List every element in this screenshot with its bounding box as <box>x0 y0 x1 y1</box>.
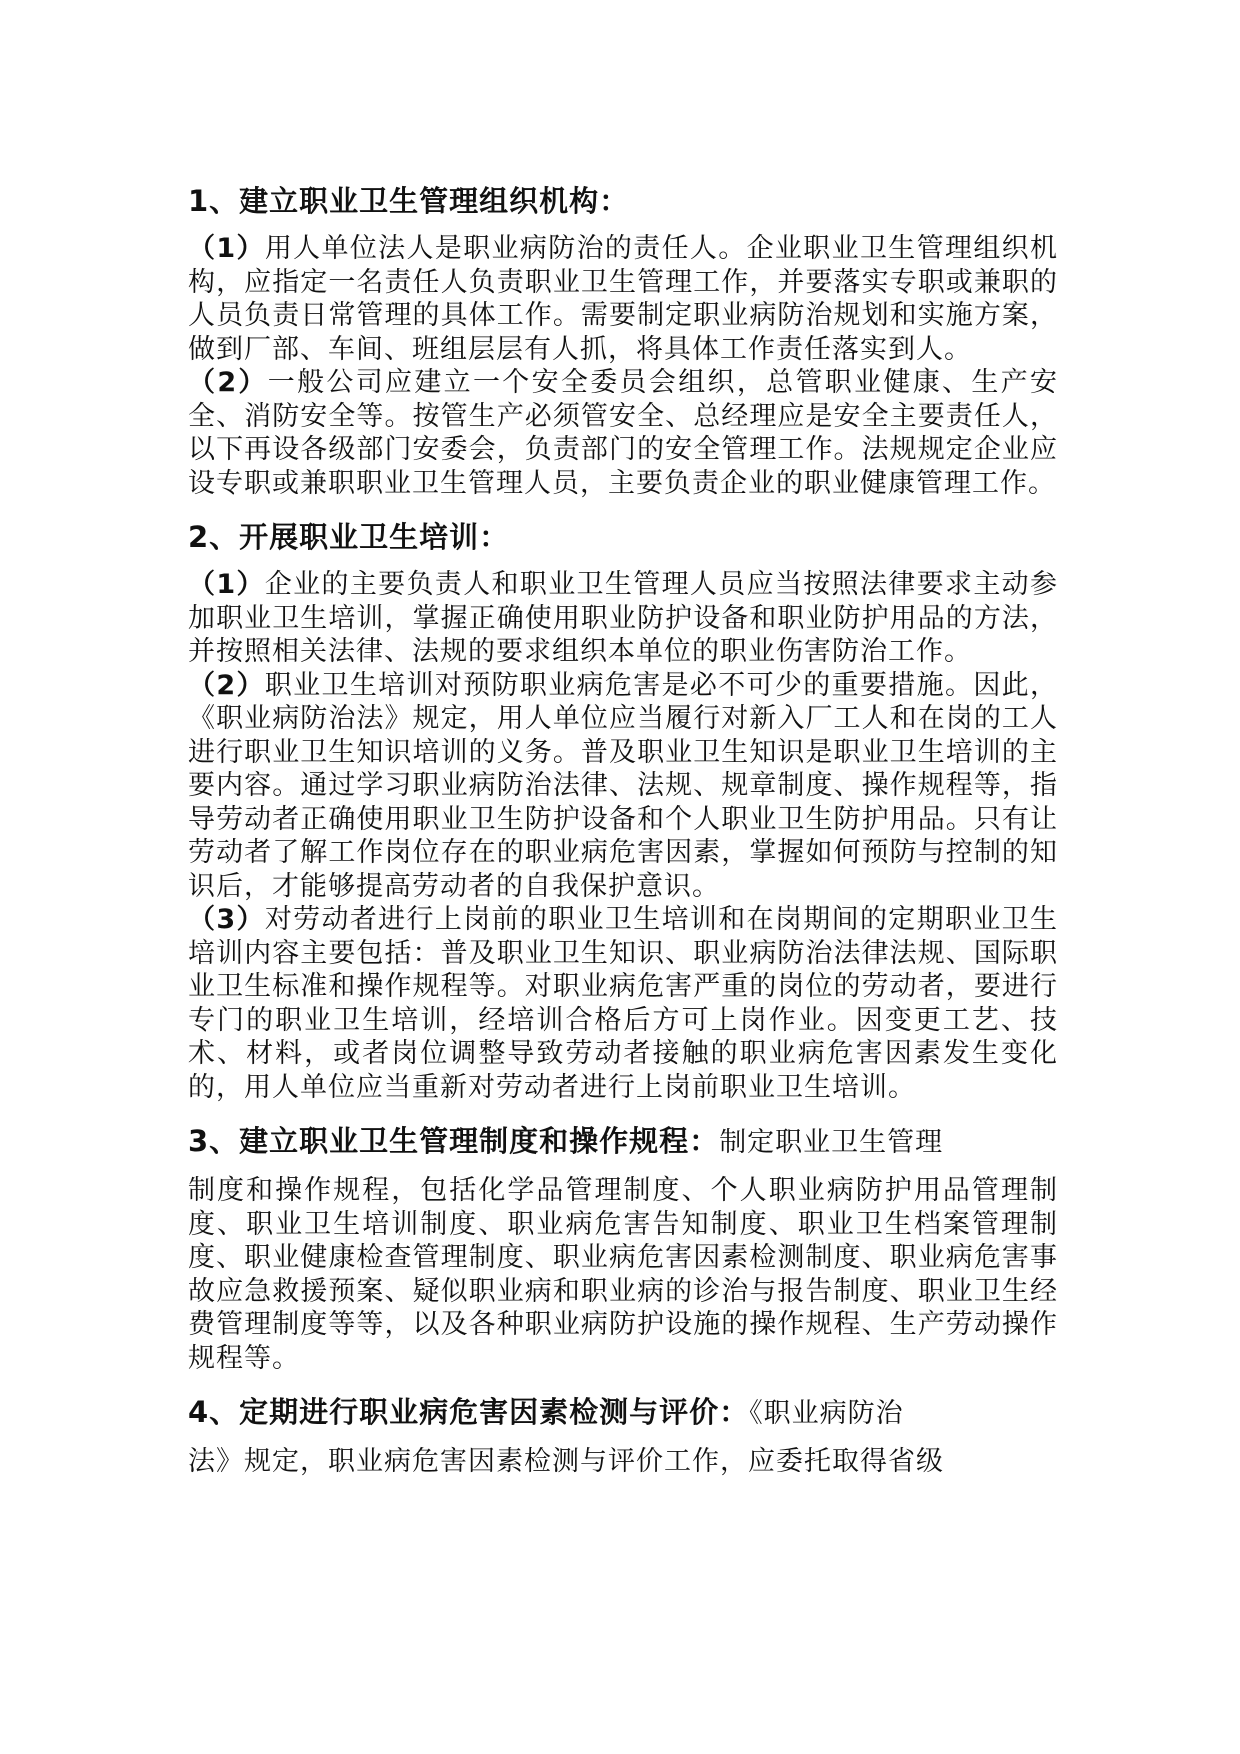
heading-text: 1、建立职业卫生管理组织机构： <box>188 184 630 218</box>
paragraph <box>188 1445 1058 1479</box>
section-heading <box>188 516 1058 558</box>
heading-text: 2、开展职业卫生培训： <box>188 520 510 554</box>
paragraph <box>188 232 1058 366</box>
section-heading <box>188 180 1058 222</box>
paragraph-text: 对劳动者进行上岗前的职业卫生培训和在岗期间的定期职业卫生培训内容主要包括：普及职业卫生知识、职业病防治法律法规、国际职业卫生标准和操作规程等。对职业病危害严重的岗位的劳动者，要进行专门的职业卫生培训，经培训合格后方可上岗作业。因变更工艺、技术、材料，或者岗位调整导致劳动者接触的职业病危害因素发生变化的，用人单位应当重新对劳动者进行上岗前职业卫生培训。 <box>188 904 1058 1103</box>
heading-text: 3、建立职业卫生管理制度和操作规程： <box>188 1124 720 1158</box>
paragraph-number: （1） <box>188 569 265 600</box>
section-heading <box>188 1391 1058 1435</box>
paragraph-text: 用人单位法人是职业病防治的责任人。企业职业卫生管理组织机构，应指定一名责任人负责职业卫生管理工作，并要落实专职或兼职的人员负责日常管理的具体工作。需要制定职业病防治规划和实施方案，做到厂部、车间、班组层层有人抓，将具体工作责任落实到人。 <box>188 233 1058 365</box>
heading-text: 4、定期进行职业病危害因素检测与评价： <box>188 1395 750 1429</box>
section-2 <box>188 516 1058 1104</box>
paragraph-number: （3） <box>188 904 265 935</box>
paragraph <box>188 568 1058 669</box>
heading-inline-text: 《职业病防治 <box>749 1398 904 1429</box>
paragraph-text: 职业卫生培训对预防职业病危害是必不可少的重要措施。因此，《职业病防治法》规定，用人单位应当履行对新入厂工人和在岗的工人进行职业卫生知识培训的义务。普及职业卫生知识是职业卫生培训的主要内容。通过学习职业病防治法律、法规、规章制度、操作规程等，指导劳动者正确使用职业卫生防护设备和个人职业卫生防护用品。只有让劳动者了解工作岗位存在的职业病危害因素，掌握如何预防与控制的知识后，才能够提高劳动者的自我保护意识。 <box>188 669 1058 902</box>
paragraph-text: 一般公司应建立一个安全委员会组织，总管职业健康、生产安全、消防安全等。按管生产必须管安全、总经理应是安全主要责任人，以下再设各级部门安委会，负责部门的安全管理工作。法规规定企业应设专职或兼职职业卫生管理人员，主要负责企业的职业健康管理工作。 <box>188 367 1058 499</box>
paragraph-number: （2） <box>188 669 265 701</box>
paragraph <box>188 1174 1058 1375</box>
paragraph <box>188 903 1058 1104</box>
paragraph-text: 企业的主要负责人和职业卫生管理人员应当按照法律要求主动参加职业卫生培训，掌握正确使用职业防护设备和职业防护用品的方法，并按照相关法律、法规的要求组织本单位的职业伤害防治工作。 <box>188 569 1058 667</box>
document-page <box>188 180 1058 1495</box>
paragraph-number: （1） <box>188 233 265 264</box>
paragraph-number: （2） <box>188 367 268 398</box>
section-4 <box>188 1391 1058 1479</box>
paragraph <box>188 366 1058 500</box>
section-heading <box>188 1120 1058 1164</box>
section-1 <box>188 180 1058 500</box>
section-3 <box>188 1120 1058 1375</box>
paragraph-text: 法》规定，职业病危害因素检测与评价工作，应委托取得省级 <box>188 1446 944 1477</box>
heading-inline-text: 制定职业卫生管理 <box>719 1127 944 1158</box>
paragraph <box>188 669 1058 904</box>
paragraph-text: 制度和操作规程，包括化学品管理制度、个人职业病防护用品管理制度、职业卫生培训制度、职业病危害告知制度、职业卫生档案管理制度、职业健康检查管理制度、职业病危害因素检测制度、职业病危害事故应急救援预案、疑似职业病和职业病的诊治与报告制度、职业卫生经费管理制度等等，以及各种职业病防护设施的操作规程、生产劳动操作规程等。 <box>188 1175 1058 1374</box>
